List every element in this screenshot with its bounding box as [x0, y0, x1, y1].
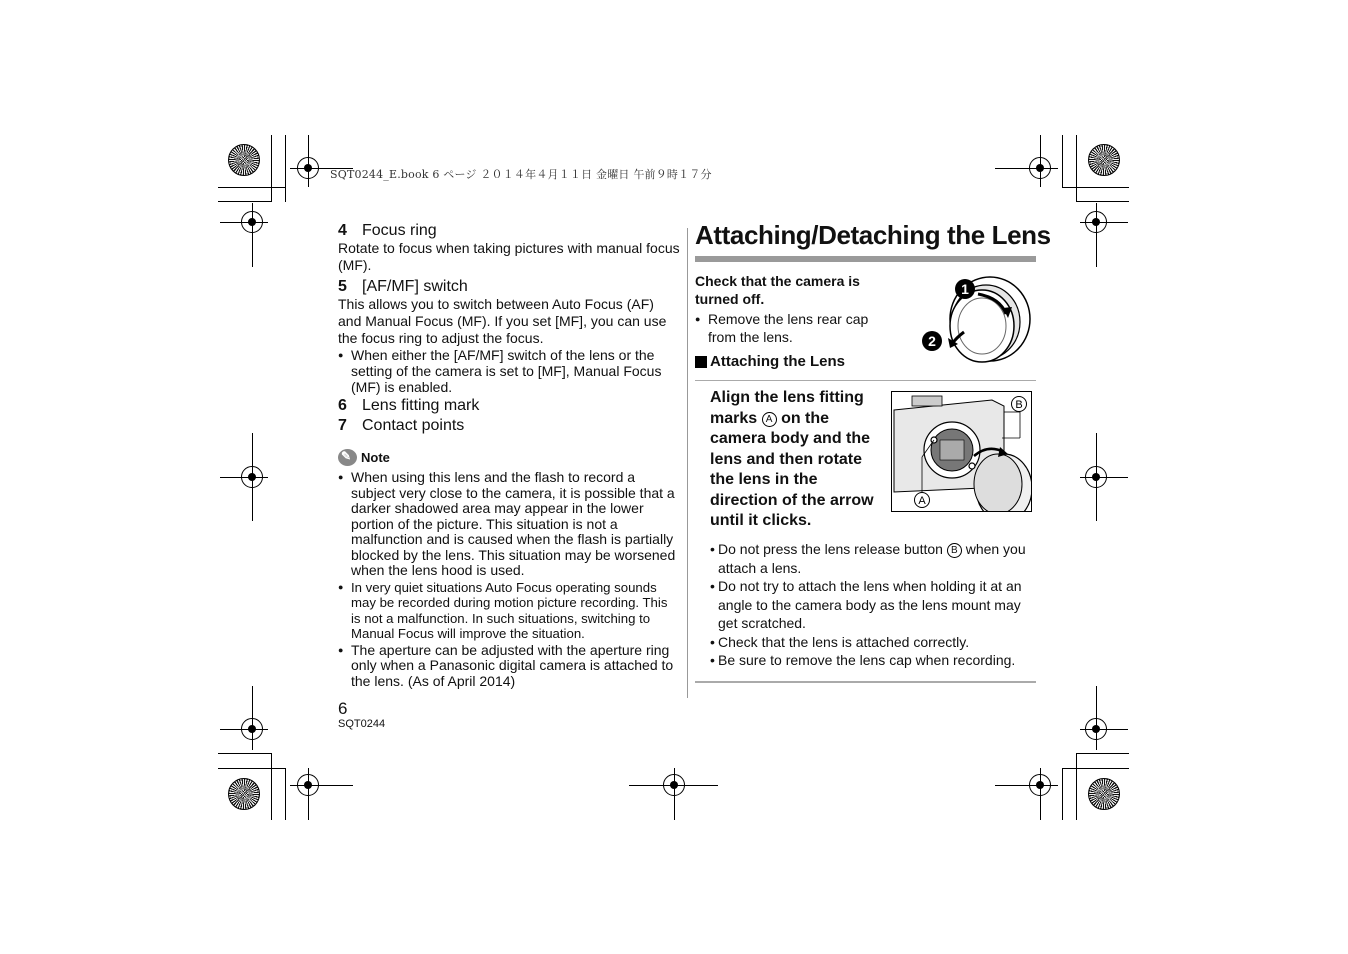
- item-title: Lens fitting mark: [362, 397, 480, 414]
- marker-a: A: [762, 412, 777, 427]
- item-body: This allows you to switch between Auto Focus (AF) and Manual Focus (MF). If you set [MF], you can use the focus ring to adjust the focus.: [338, 296, 667, 346]
- registration-burst-icon: [228, 778, 260, 810]
- registration-burst-icon: [1088, 144, 1120, 176]
- note-text: Do not press the lens release button: [718, 541, 943, 557]
- marker-b-label: B: [1015, 399, 1023, 411]
- registration-burst-icon: [1088, 778, 1120, 810]
- section-heading: [695, 353, 845, 370]
- check-block: [695, 272, 895, 346]
- step-2-label: 2: [928, 333, 936, 349]
- item-number: 7: [338, 417, 347, 434]
- document-code: SQT0244: [338, 718, 386, 730]
- section-title: Attaching the Lens: [710, 353, 846, 370]
- attach-note-item: • Do not try to attach the lens when holding it at an angle to the camera body as the lens mount may get scratched.: [710, 577, 1040, 633]
- note-pencil-icon: [338, 449, 357, 466]
- note-text: when you attach a lens.: [718, 541, 1026, 576]
- item-title: Contact points: [362, 417, 465, 434]
- column-divider: [687, 228, 688, 698]
- item-4: [338, 222, 680, 274]
- marker-b: B: [947, 543, 962, 558]
- page-title: Attaching/Detaching the Lens: [695, 220, 1051, 250]
- print-header-strip: SQT0244_E.book 6 ページ ２０１４年４月１１日 金曜日 午前９時１７分: [330, 168, 712, 181]
- registration-burst-icon: [228, 144, 260, 176]
- title-underline: [695, 256, 1036, 262]
- attach-note-item: [710, 540, 1040, 577]
- marker-a-label: A: [918, 495, 926, 507]
- note-item: ● The aperture can be adjusted with the aperture ring only when a Panasonic digital camera is attached to the lens. (As of April 2014): [338, 643, 680, 690]
- section-rule: [695, 380, 1036, 381]
- attach-notes: [710, 540, 1040, 670]
- attach-note-item: • Be sure to remove the lens cap when recording.: [710, 651, 1040, 670]
- align-text-pre: Align the lens fitting marks: [710, 389, 864, 427]
- note-label: Note: [361, 450, 390, 465]
- item-title: [AF/MF] switch: [362, 278, 468, 295]
- section-end-rule: [695, 681, 1036, 683]
- item-number: 6: [338, 397, 347, 414]
- lens-cap-illustration: [920, 274, 1036, 374]
- page-number: 6: [338, 699, 348, 718]
- left-column: [338, 222, 680, 690]
- square-bullet-icon: [695, 356, 707, 368]
- note-item: ● When using this lens and the flash to record a subject very close to the camera, it is possible that a darker shadowed area may appear in the lower portion of the picture. This situation is not a malfunction and is caused when the flash is partially blocked by the lens. This situation may be worsened when the lens hood is used.: [338, 470, 680, 579]
- item-number: 4: [338, 222, 347, 239]
- check-bullet: ● Remove the lens rear cap from the lens.: [695, 310, 895, 346]
- note-heading: [338, 449, 680, 466]
- note-item: ● In very quiet situations Auto Focus operating sounds may be recorded during motion picture recording. This is not a malfunction. In such situations, switching to Manual Focus will improve the situation.: [338, 580, 680, 642]
- item-number: 5: [338, 278, 347, 295]
- item-body: Rotate to focus when taking pictures with manual focus (MF).: [338, 240, 680, 273]
- item-title: Focus ring: [362, 222, 437, 239]
- align-text-post: on the camera body and the lens and then rotate the lens in the direction of the arrow until it clicks.: [710, 409, 874, 529]
- item-bullet: ● When either the [AF/MF] switch of the lens or the setting of the camera is set to [MF], Manual Focus (MF) is enabled.: [338, 347, 680, 395]
- align-instruction: [710, 388, 880, 532]
- item-7: [338, 417, 680, 435]
- attach-note-item: • Check that the lens is attached correctly.: [710, 633, 1040, 652]
- item-6: [338, 397, 680, 415]
- item-5: [338, 278, 680, 395]
- check-text: Check that the camera is turned off.: [695, 273, 860, 307]
- camera-lens-figure: [891, 391, 1032, 512]
- step-1-label: 1: [961, 281, 969, 297]
